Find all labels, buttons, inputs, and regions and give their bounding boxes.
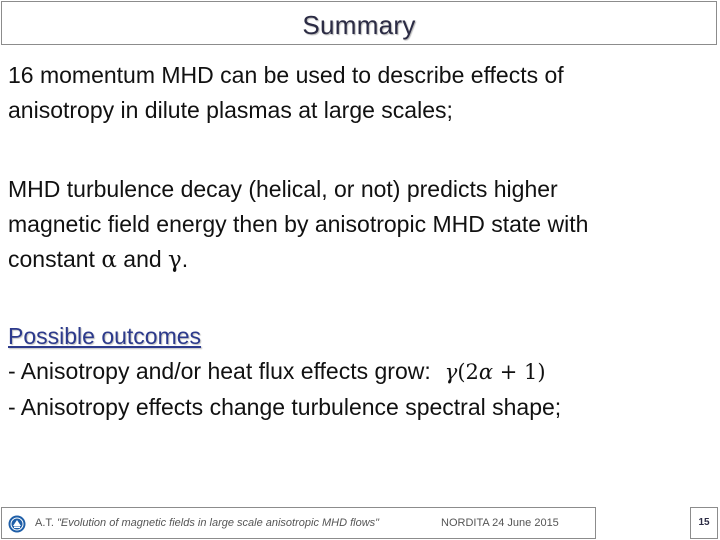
slide-title: Summary	[302, 10, 416, 40]
slide-footer	[1, 507, 719, 539]
outcome-item-1	[8, 354, 708, 390]
paragraph-2-line-2: magnetic field energy then by anisotropic MHD state with	[8, 211, 589, 237]
outcome-item-1-text: - Anisotropy and/or heat flux effects grow:	[8, 358, 431, 384]
paragraph-turbulence-decay	[8, 172, 708, 278]
constant-text: constant	[8, 246, 102, 272]
growth-formula	[445, 360, 546, 384]
and-text: and	[116, 246, 169, 272]
footer-talk-title: "Evolution of magnetic fields in large scale anisotropic MHD flows"	[57, 517, 380, 529]
paragraph-2-line-1: MHD turbulence decay (helical, or not) predicts higher	[8, 176, 558, 202]
formula-one: 1	[524, 360, 538, 384]
formula-close-paren: )	[537, 360, 546, 384]
period-text: .	[181, 246, 189, 272]
paragraph-anisotropy	[8, 58, 708, 128]
alpha-symbol: α	[101, 247, 117, 273]
title-bar	[1, 1, 717, 45]
formula-gamma: γ	[444, 360, 458, 384]
gamma-symbol: γ	[168, 247, 182, 273]
page-number-box	[690, 507, 718, 539]
footer-citation-box	[1, 507, 596, 539]
page-number: 15	[698, 517, 710, 528]
institution-logo-icon	[8, 515, 26, 533]
outcome-item-2: - Anisotropy effects change turbulence spectral shape;	[8, 394, 562, 420]
footer-author: A.T.	[35, 517, 54, 529]
footer-venue: NORDITA 24 June 2015	[441, 517, 559, 529]
possible-outcomes-section	[8, 319, 708, 425]
formula-open-paren: (	[457, 360, 466, 384]
formula-coefficient: 2	[465, 360, 479, 384]
formula-plus: +	[493, 360, 525, 384]
formula-alpha: α	[478, 360, 494, 384]
paragraph-1-line-1: 16 momentum MHD can be used to describe effects of	[8, 62, 564, 88]
footer-citation	[35, 517, 379, 529]
outcomes-heading: Possible outcomes	[8, 323, 202, 349]
paragraph-1-line-2: anisotropy in dilute plasmas at large scales;	[8, 97, 453, 123]
paragraph-2-line-3	[8, 242, 708, 278]
